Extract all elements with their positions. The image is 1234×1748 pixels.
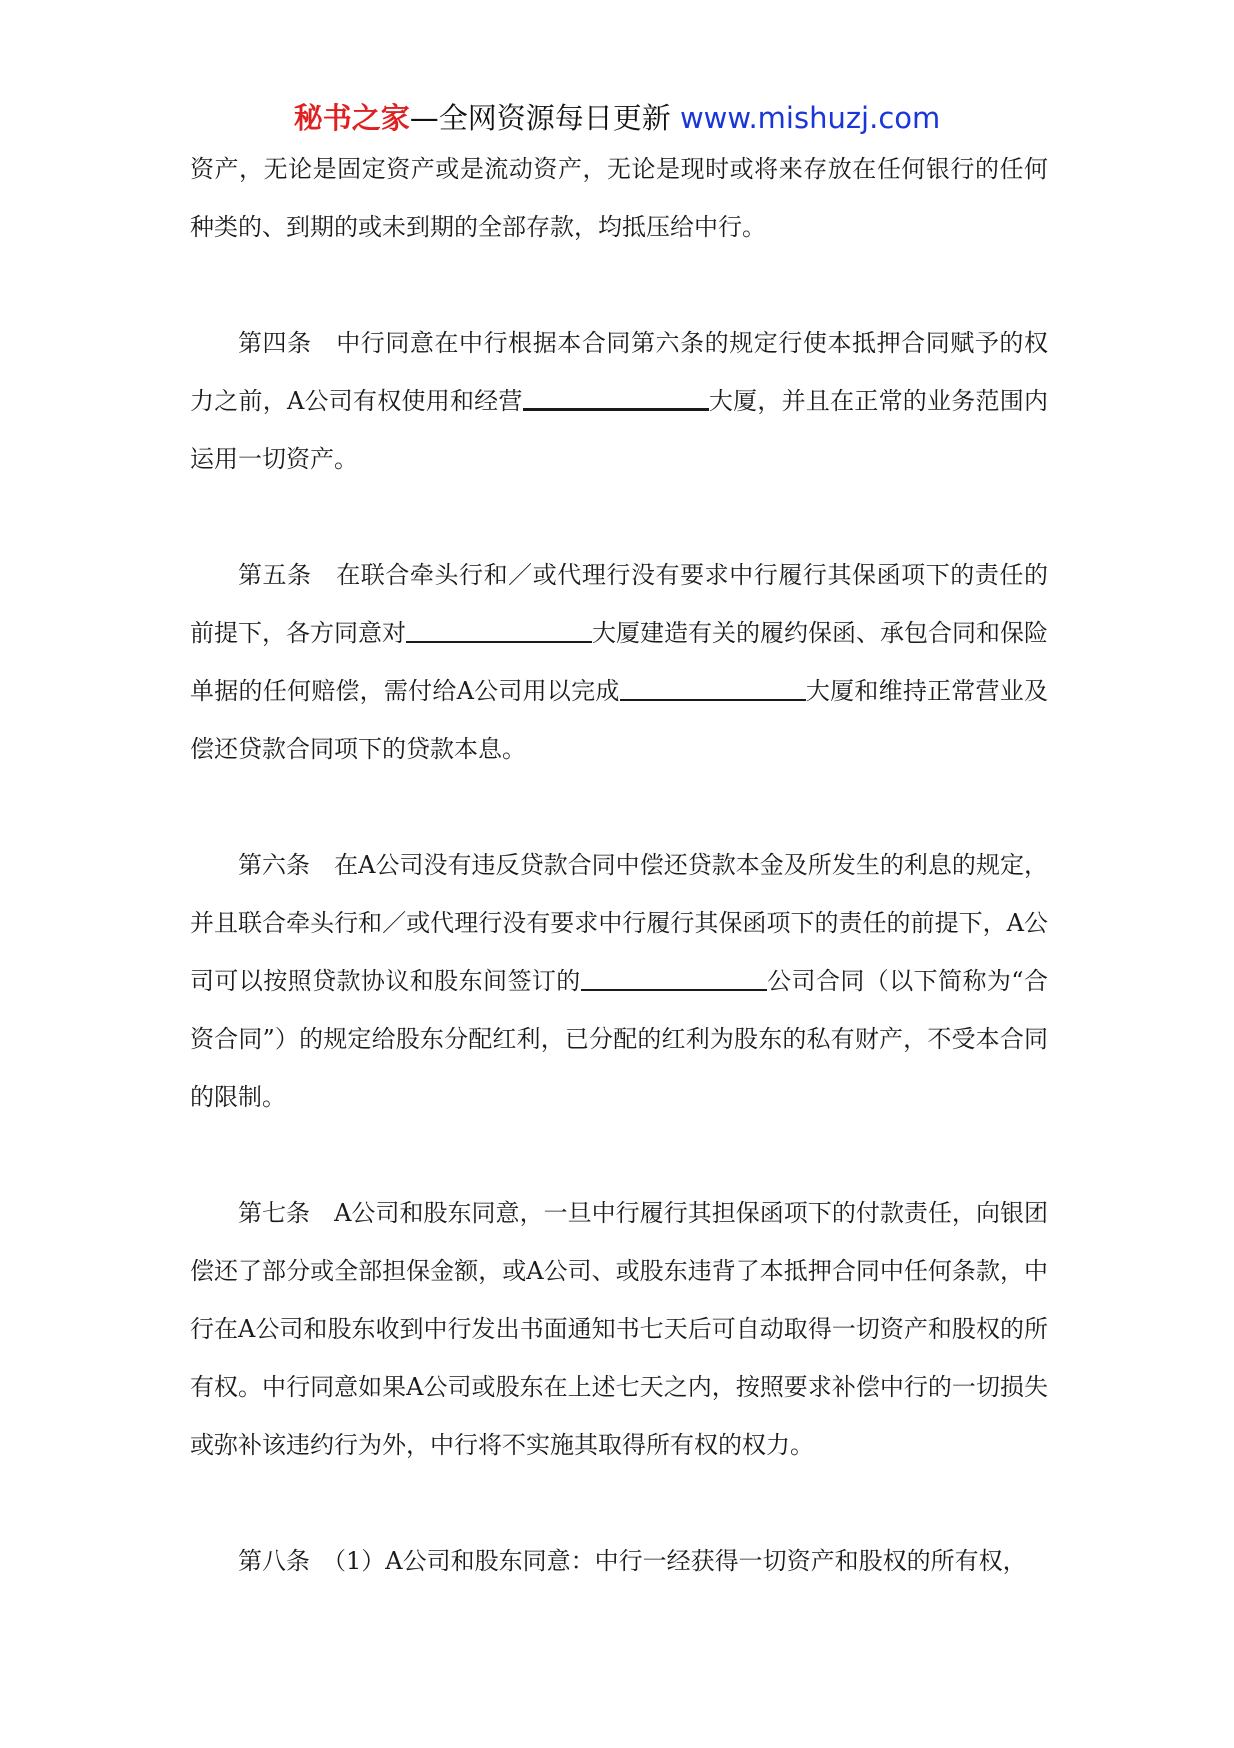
article-6-text-1: 第六条 在A公司没有违反贷款合同中偿还贷款本金及所发生的利息的规定，并且联合牵头行和／或代理行没有要求中行履行其保函项下的责任的前提下，A公司可以按照贷款协议和股东间签订的 — [190, 851, 1048, 995]
article-4-text-1: 第四条 中行同意在中行根据本合同第六条的规定行使本抵押合同赋予的权力之前，A公司有权使用和经营 — [190, 329, 1048, 415]
article-5-text-1: 第五条 在联合牵头行和／或代理行没有要求中行履行其保函项下的责任的前提下，各方同意对 — [190, 561, 1048, 647]
article-6 — [190, 836, 1048, 1126]
site-header — [0, 100, 1234, 136]
brand-name: 秘书之家 — [293, 101, 410, 135]
document-body — [190, 140, 1048, 1590]
article-6-text-2: 公司合同（以下简称为“合资合同”）的规定给股东分配红利，已分配的红利为股东的私有财产，不受本合同的限制。 — [190, 967, 1048, 1111]
site-url-link[interactable]: www.mishuzj.com — [679, 101, 941, 135]
blank-line — [620, 673, 806, 701]
blank-line — [523, 382, 709, 411]
blank-line — [406, 615, 592, 643]
article-5-text-2: 大厦建造有关的履约保函、承包合同和保险单据的任何赔偿，需付给A公司用以完成 — [190, 619, 1048, 705]
article-7: 第七条 A公司和股东同意，一旦中行履行其担保函项下的付款责任，向银团偿还了部分或全部担保金额，或A公司、或股东违背了本抵押合同中任何条款，中行在A公司和股东收到中行发出书面通知书七天后可自动取得一切资产和股权的所有权。中行同意如果A公司或股东在上述七天之内，按照要求补偿中行的一切损失或弥补该违约行为外，中行将不实施其取得所有权的权力。 — [190, 1199, 1048, 1459]
article-5 — [190, 546, 1048, 778]
article-4-text-2: 大厦，并且在正常的业务范围内运用一切资产。 — [190, 387, 1048, 473]
paragraph-continuation: 资产，无论是固定资产或是流动资产，无论是现时或将来存放在任何银行的任何种类的、到期的或未到期的全部存款，均抵压给中行。 — [190, 155, 1048, 241]
article-8: 第八条 （1）A公司和股东同意：中行一经获得一切资产和股权的所有权， — [238, 1547, 1027, 1575]
article-5-text-3: 大厦和维持正常营业及偿还贷款合同项下的贷款本息。 — [190, 677, 1049, 763]
blank-line — [581, 963, 767, 991]
article-4 — [190, 314, 1048, 488]
header-slogan: —全网资源每日更新 — [409, 101, 680, 135]
